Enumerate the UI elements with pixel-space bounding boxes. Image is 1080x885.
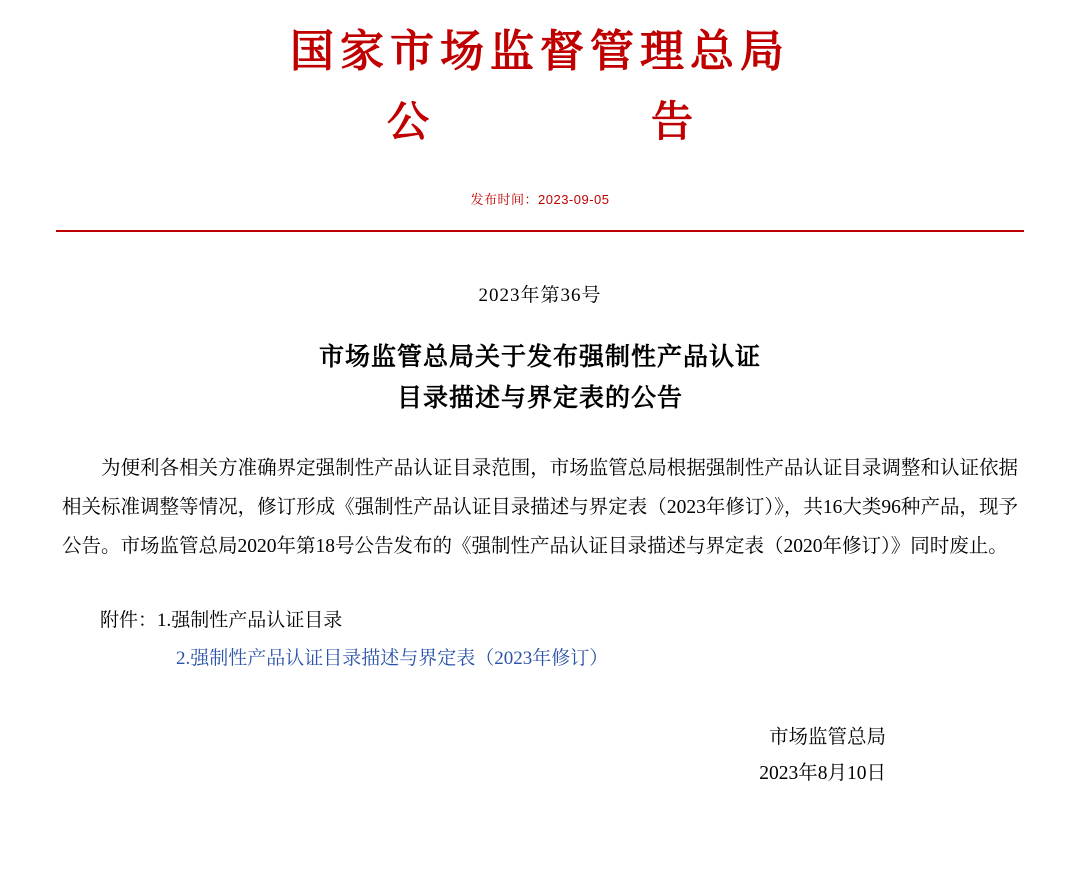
document-type-heading: 公 告 [386,100,739,147]
attachment-row-2 [100,640,1024,678]
masthead [56,0,1024,147]
body-paragraph: 为便利各相关方准确界定强制性产品认证目录范围，市场监管总局根据强制性产品认证目录调整和认证依据相关标准调整等情况，修订形成《强制性产品认证目录描述与界定表（2023年修订）》，共16大类96种产品，现予公告。市场监管总局2020年第18号公告发布的《强制性产品认证目录描述与界定表（2020年修订）》同时废止。 [62,458,1018,558]
attachment-item-1: 1.强制性产品认证目录 [157,610,343,632]
page-title-line-1: 市场监管总局关于发布强制性产品认证 [318,343,761,371]
issuing-organization: 国家市场监督管理总局 [290,27,790,76]
attachment-list [56,602,1024,678]
attachment-row-1 [100,602,1024,640]
header-divider [56,230,1024,232]
signature-date: 2023年8月10日 [759,763,886,785]
signature-block [56,720,1024,792]
publish-time: 发布时间：2023-09-05 [470,191,610,207]
signature-issuer: 市场监管总局 [768,727,886,749]
page-title-line-2: 目录描述与界定表的公告 [396,384,683,412]
document-number: 2023年第36号 [478,284,602,306]
attachment-item-2-link[interactable]: 2.强制性产品认证目录描述与界定表（2023年修订） [176,648,609,670]
page-title [56,337,1024,420]
attachment-label: 附件： [100,610,158,632]
